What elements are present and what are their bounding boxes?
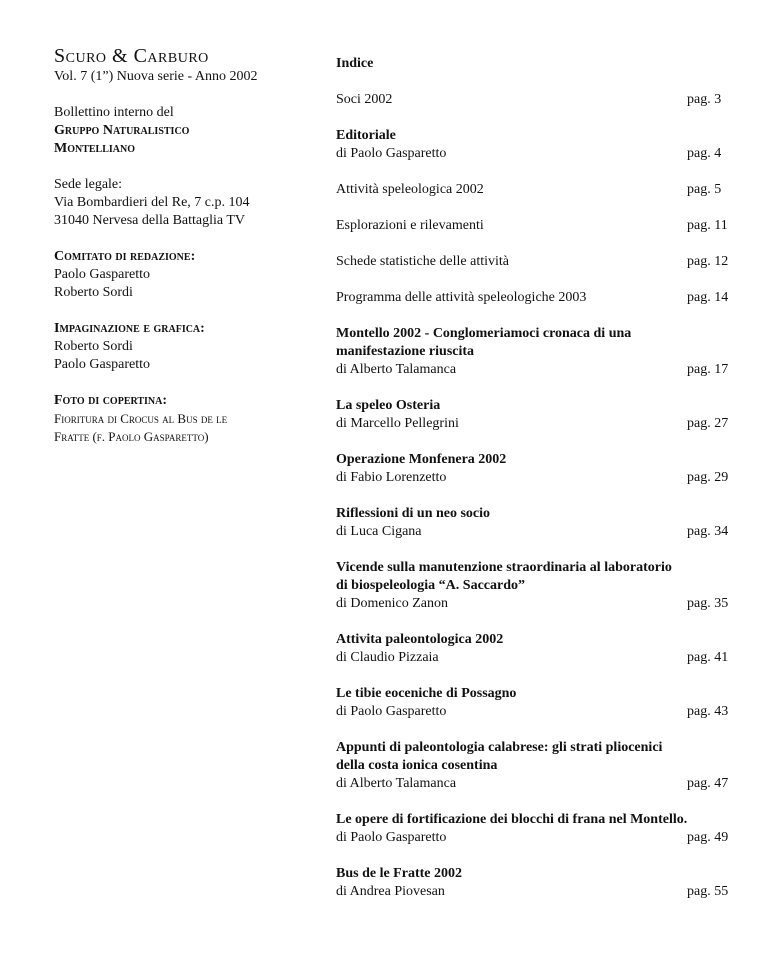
entry-page-number: pag. 4 <box>687 146 722 161</box>
masthead <box>54 44 314 464</box>
index-heading: Indice <box>336 56 374 71</box>
index-entry <box>336 559 736 613</box>
entry-page-number: pag. 47 <box>687 776 729 791</box>
entry-page-number: pag. 29 <box>687 470 729 485</box>
entry-author: di Domenico Zanon <box>336 596 448 611</box>
cover-caption-line2: Fratte (f. Paolo Gasparetto) <box>54 429 209 444</box>
entry-title: La speleo Osteria <box>336 398 441 413</box>
bulletin-line: Bollettino interno del <box>54 105 174 120</box>
volume-line: Vol. 7 (1”) Nuova serie - Anno 2002 <box>54 69 258 84</box>
magazine-title: Scuro & Carburo <box>54 45 209 67</box>
entry-title: Bus de le Fratte 2002 <box>336 866 462 881</box>
entry-title: Montello 2002 - Conglomeriamoci cronaca di una manifestazione riuscita <box>336 326 632 359</box>
entry-page-number: pag. 49 <box>687 830 729 845</box>
index-entry <box>336 253 736 271</box>
index-entry <box>336 397 736 433</box>
entry-page-number: pag. 3 <box>687 92 722 107</box>
index-entry <box>336 739 736 793</box>
committee-member: Paolo Gasparetto <box>54 267 151 282</box>
table-of-contents <box>336 55 736 919</box>
entry-page-number: pag. 5 <box>687 182 722 197</box>
cover-block <box>54 392 314 446</box>
entry-page-number: pag. 27 <box>687 416 729 431</box>
entry-title: Attività speleologica 2002 <box>336 182 484 197</box>
cover-label: Foto di copertina: <box>54 393 168 408</box>
cover-caption-line1: Fioritura di Crocus al Bus de le <box>54 411 228 426</box>
index-entries <box>336 91 736 901</box>
index-entry <box>336 451 736 487</box>
index-entry <box>336 865 736 901</box>
index-entry <box>336 811 736 847</box>
entry-title: Le tibie eoceniche di Possagno <box>336 686 517 701</box>
entry-title: Vicende sulla manutenzione straordinaria al laboratorio di biospeleologia “A. Saccardo” <box>336 560 672 593</box>
index-entry <box>336 289 736 307</box>
entry-author: di Paolo Gasparetto <box>336 146 447 161</box>
index-entry <box>336 217 736 235</box>
entry-title: Soci 2002 <box>336 92 393 107</box>
layout-member: Paolo Gasparetto <box>54 357 151 372</box>
entry-author: di Luca Cigana <box>336 524 422 539</box>
entry-author: di Fabio Lorenzetto <box>336 470 447 485</box>
layout-member: Roberto Sordi <box>54 339 133 354</box>
seat-block <box>54 176 314 230</box>
entry-title: Le opere di fortificazione dei blocchi di frana nel Montello. <box>336 812 688 827</box>
entry-author: di Marcello Pellegrini <box>336 416 459 431</box>
index-entry <box>336 631 736 667</box>
seat-label: Sede legale: <box>54 177 123 192</box>
entry-page-number: pag. 12 <box>687 254 729 269</box>
entry-author: di Paolo Gasparetto <box>336 830 447 845</box>
index-entry <box>336 505 736 541</box>
seat-address-line1: Via Bombardieri del Re, 7 c.p. 104 <box>54 195 250 210</box>
entry-title: Programma delle attività speleologiche 2003 <box>336 290 587 305</box>
index-entry <box>336 91 736 109</box>
entry-page-number: pag. 34 <box>687 524 729 539</box>
entry-title: Schede statistiche delle attività <box>336 254 509 269</box>
entry-page-number: pag. 11 <box>687 218 728 233</box>
entry-author: di Claudio Pizzaia <box>336 650 439 665</box>
entry-title: Editoriale <box>336 128 396 143</box>
entry-title: Operazione Monfenera 2002 <box>336 452 507 467</box>
index-entry <box>336 181 736 199</box>
layout-label: Impaginazione e grafica: <box>54 321 205 336</box>
entry-page-number: pag. 35 <box>687 596 729 611</box>
entry-author: di Alberto Talamanca <box>336 776 457 791</box>
entry-author: di Alberto Talamanca <box>336 362 457 377</box>
entry-title: Attivita paleontologica 2002 <box>336 632 504 647</box>
entry-page-number: pag. 43 <box>687 704 729 719</box>
committee-block <box>54 248 314 302</box>
group-name-line2: Montelliano <box>54 141 136 156</box>
seat-address-line2: 31040 Nervesa della Battaglia TV <box>54 213 246 228</box>
layout-block <box>54 320 314 374</box>
entry-page-number: pag. 17 <box>687 362 729 377</box>
entry-page-number: pag. 55 <box>687 884 729 899</box>
index-entry <box>336 325 736 379</box>
entry-title: Esplorazioni e rilevamenti <box>336 218 484 233</box>
entry-title: Riflessioni di un neo socio <box>336 506 491 521</box>
entry-page-number: pag. 14 <box>687 290 729 305</box>
entry-author: di Andrea Piovesan <box>336 884 445 899</box>
entry-page-number: pag. 41 <box>687 650 729 665</box>
entry-title: Appunti di paleontologia calabrese: gli strati pliocenici della costa ionica cosentina <box>336 740 663 773</box>
entry-author: di Paolo Gasparetto <box>336 704 447 719</box>
group-name-line1: Gruppo Naturalistico <box>54 123 190 138</box>
committee-label: Comitato di redazione: <box>54 249 196 264</box>
index-entry <box>336 685 736 721</box>
index-entry <box>336 127 736 163</box>
publisher-block <box>54 104 314 158</box>
committee-member: Roberto Sordi <box>54 285 133 300</box>
